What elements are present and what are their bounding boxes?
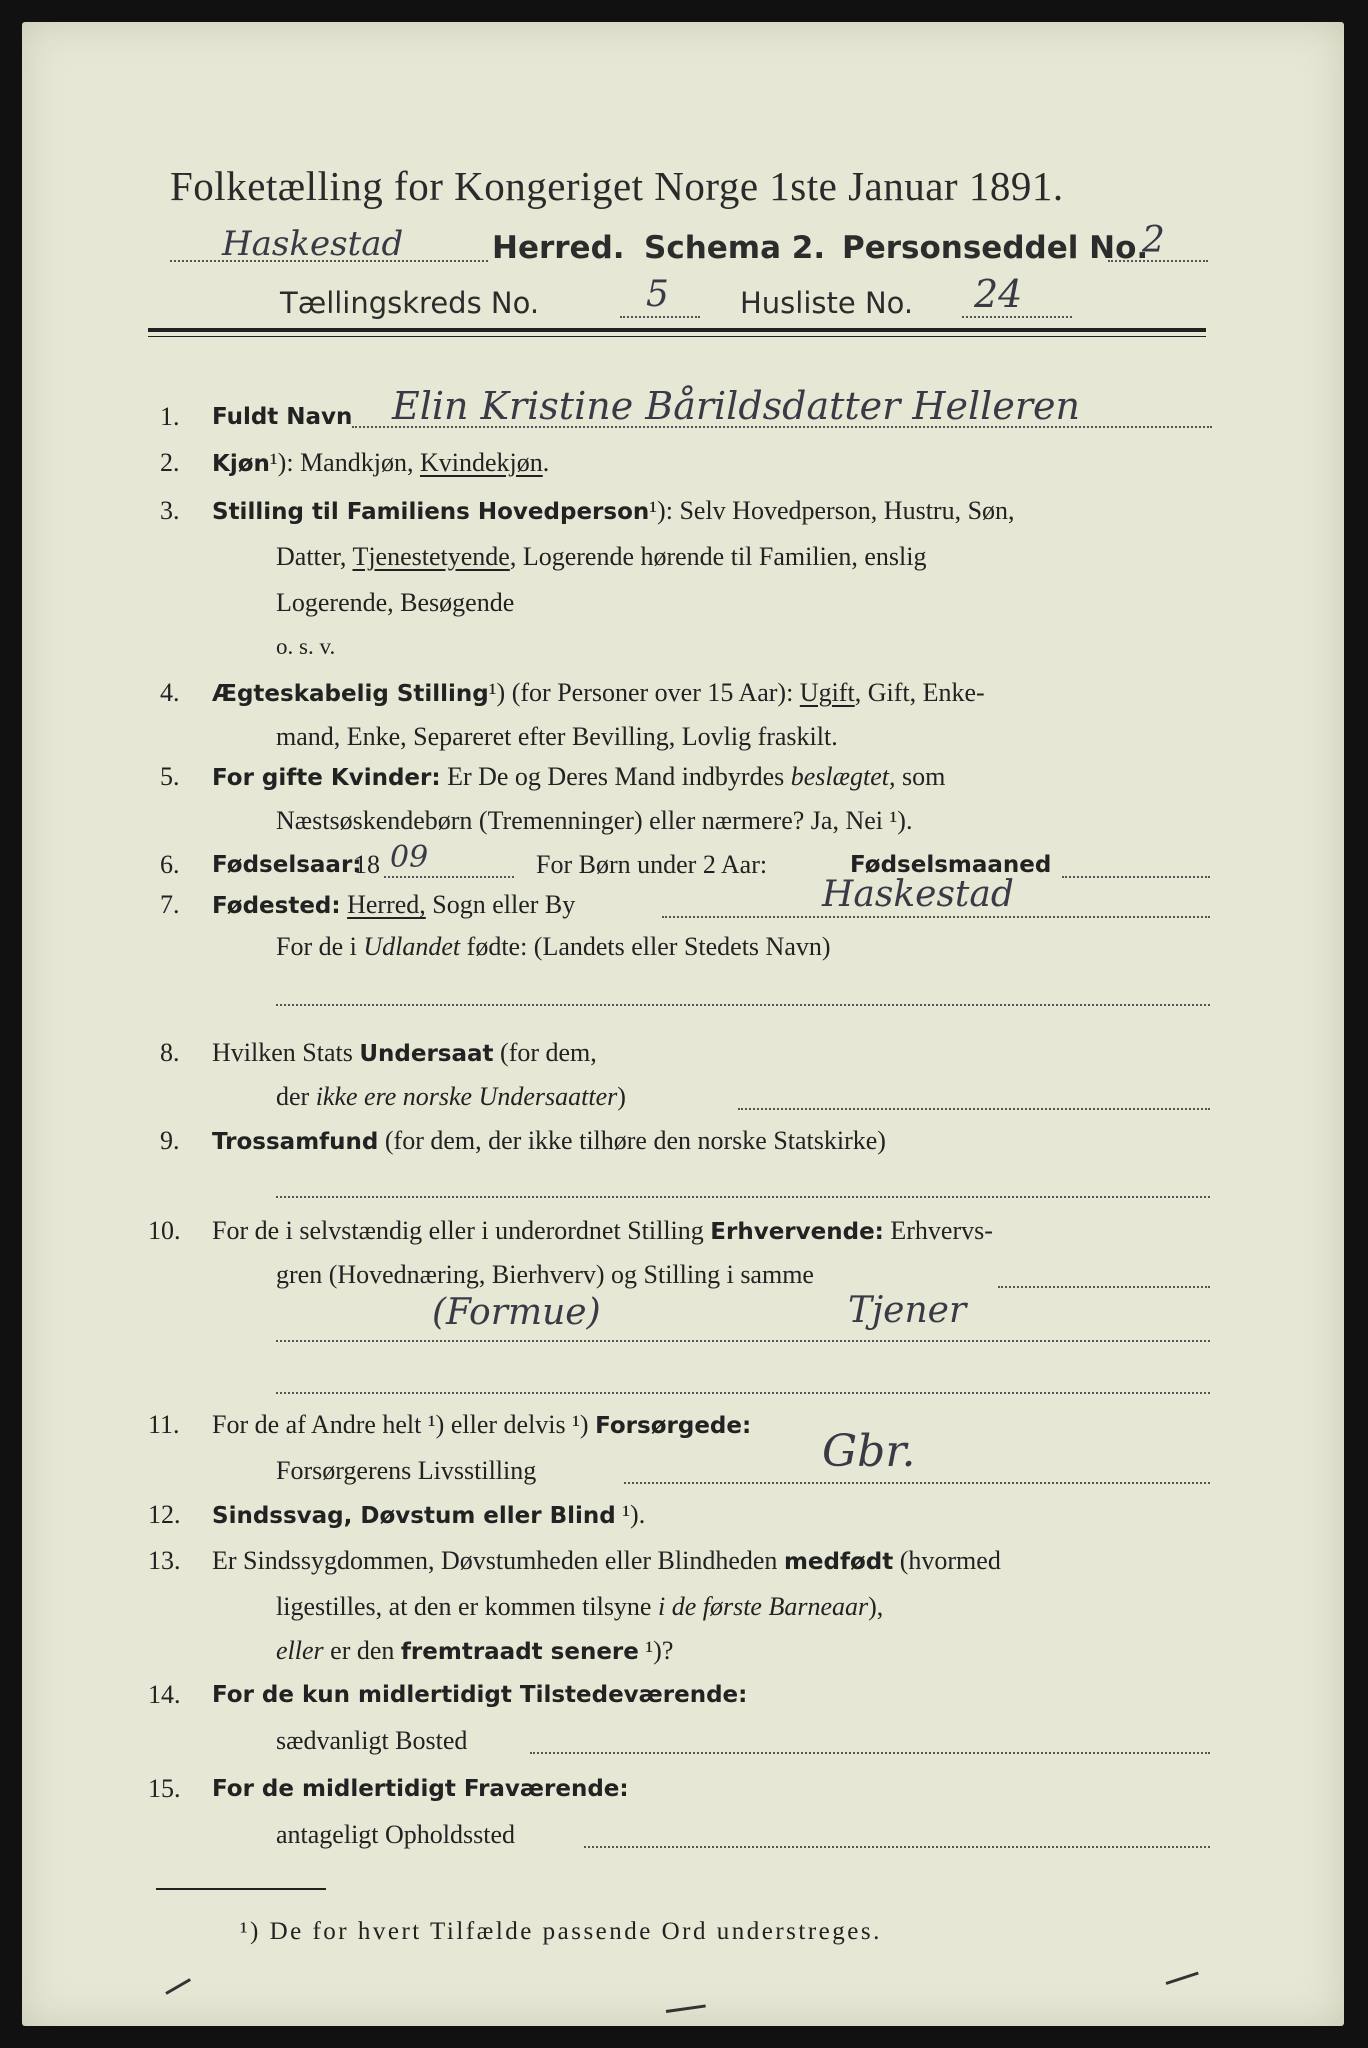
q6-label: Fødselsaar: <box>212 852 362 878</box>
q2-text <box>212 448 549 478</box>
q15-dotline <box>584 1846 1210 1848</box>
q8-line1c: (for dem, <box>493 1038 597 1067</box>
q3-line1 <box>212 496 1015 526</box>
q13-line3a: er den <box>323 1636 401 1665</box>
q15-label: For de midlertidigt Fraværende: <box>212 1776 629 1802</box>
q3-line2a: Datter, <box>276 542 353 571</box>
q13-line1c: (hvormed <box>893 1546 1001 1575</box>
q11-value: Gbr. <box>822 1426 916 1477</box>
kreds-value: 5 <box>646 274 669 315</box>
q4-line2: mand, Enke, Separeret efter Bevilling, Lovlig fraskilt. <box>276 722 838 751</box>
q5-line2: Næstsøskendebørn (Tremenninger) eller nærmere? Ja, Nei ¹). <box>276 806 913 835</box>
q14-number: 14. <box>148 1680 181 1709</box>
q11-line2: Forsørgerens Livsstilling <box>276 1456 537 1485</box>
q6-label2: Fødselsmaaned <box>850 852 1052 878</box>
q13-number: 13. <box>148 1546 181 1575</box>
q1-label: Fuldt Navn <box>212 404 353 430</box>
q12-line1 <box>212 1500 645 1530</box>
q7-number: 7. <box>160 890 180 919</box>
q3-line3: Logerende, Besøgende <box>276 588 515 617</box>
herred-value: Haskestad <box>222 224 404 264</box>
q4-line1a: ¹) (for Personer over 15 Aar): <box>488 678 800 707</box>
q6-text: For Børn under 2 Aar: <box>536 850 768 879</box>
q2-number: 2. <box>160 448 180 477</box>
herred-label: Herred. <box>492 230 625 266</box>
q12-number: 12. <box>148 1500 181 1529</box>
q10-line1a: For de i selvstændig eller i underordnet Stilling <box>212 1216 711 1245</box>
q4-label: Ægteskabelig Stilling <box>212 681 489 707</box>
q10-line2: gren (Hovednæring, Bierhverv) og Stilling i samme <box>276 1260 814 1289</box>
q8-line2a: der <box>276 1082 316 1111</box>
q10-line1c: Erhvervs- <box>883 1216 993 1245</box>
q10-extra-dotline <box>276 1392 1210 1394</box>
q10-value-b: Tjener <box>848 1290 967 1331</box>
q2-option-underlined: Kvindekjøn <box>419 448 543 477</box>
q6-month-dotline <box>1062 876 1210 878</box>
personseddel-value: 2 <box>1142 220 1165 261</box>
q11-number: 11. <box>148 1410 180 1439</box>
q5-line1b: som <box>895 762 946 791</box>
q13-line2a: ligestilles, at den er kommen tilsyne <box>276 1592 658 1621</box>
q7-option-underlined: Herred, <box>347 890 426 919</box>
q8-line2 <box>276 1082 626 1112</box>
q8-label: Undersaat <box>359 1041 494 1067</box>
husliste-dotline <box>962 316 1072 318</box>
q9-text: (for dem, der ikke tilhøre den norske Statskirke) <box>378 1126 886 1155</box>
kreds-label: Tællingskreds No. <box>280 286 540 320</box>
q10-line2-dotline <box>998 1286 1210 1288</box>
q3-option-underlined: Tjenestetyende <box>352 542 510 571</box>
q11-line1 <box>212 1410 751 1440</box>
q13-line3-italic: eller <box>276 1636 324 1665</box>
q7-dotline <box>662 916 1210 918</box>
q5-line1 <box>212 762 945 792</box>
q13-line3 <box>276 1636 673 1666</box>
q14-label: For de kun midlertidigt Tilstedeværende: <box>212 1682 748 1708</box>
q12-text: ¹). <box>615 1500 646 1529</box>
q9-number: 9. <box>160 1126 180 1155</box>
q6-year-prefix: 18 <box>354 850 380 879</box>
q7-line1 <box>212 890 575 920</box>
footnote-rule <box>156 1888 326 1890</box>
husliste-label: Husliste No. <box>740 286 914 320</box>
q1-name-value: Elin Kristine Bårildsdatter Helleren <box>392 384 1080 428</box>
q3-line2b: , Logerende hørende til Familien, enslig <box>509 542 927 571</box>
q6-year-value: 09 <box>390 840 429 875</box>
q11-dotline <box>624 1482 1210 1484</box>
q9-line1 <box>212 1126 886 1156</box>
q13-line2 <box>276 1592 883 1622</box>
q4-line1 <box>212 678 985 708</box>
q2-options-a: ¹): Mandkjøn, <box>269 448 420 477</box>
q4-number: 4. <box>160 678 180 707</box>
q11-line1a: For de af Andre helt ¹) eller delvis ¹) <box>212 1410 596 1439</box>
q10-value-dotline <box>276 1340 1210 1342</box>
q6-number: 6. <box>160 850 180 879</box>
q14-line2: sædvanligt Bosted <box>276 1726 468 1755</box>
q8-number: 8. <box>160 1038 180 1067</box>
q8-line2b: ) <box>617 1082 626 1111</box>
q5-label: For gifte Kvinder: <box>212 765 441 791</box>
q10-number: 10. <box>148 1216 181 1245</box>
q7-line2 <box>276 932 831 962</box>
q7-line2-italic: Udlandet <box>363 932 461 961</box>
q15-line2: antageligt Opholdssted <box>276 1820 516 1849</box>
q2-label: Kjøn <box>212 451 270 477</box>
q13-line1 <box>212 1546 1001 1576</box>
q13-bold: fremtraadt senere <box>400 1639 639 1665</box>
pen-mark-center <box>666 2004 706 2013</box>
q7-value: Haskestad <box>822 874 1014 915</box>
q12-label: Sindssvag, Døvstum eller Blind <box>212 1503 616 1529</box>
q13-line2b: ), <box>868 1592 884 1621</box>
q13-line1a: Er Sindssygdommen, Døvstumheden eller Blindheden <box>212 1546 784 1575</box>
q8-line2-italic: ikke ere norske Undersaatter <box>315 1082 618 1111</box>
q11-label: Forsørgede: <box>595 1413 752 1439</box>
header-rule-thick <box>148 328 1206 332</box>
header-rule-thin <box>148 336 1206 337</box>
q10-label: Erhvervende: <box>710 1219 884 1245</box>
q8-line1 <box>212 1038 597 1068</box>
q7-text: Sogn eller By <box>425 890 576 919</box>
schema-label: Schema 2. <box>644 230 826 266</box>
q13-line2-italic: i de første Barneaar <box>657 1592 869 1621</box>
q3-line4: o. s. v. <box>276 634 336 659</box>
q3-number: 3. <box>160 496 180 525</box>
q3-line1-text: ¹): Selv Hovedperson, Hustru, Søn, <box>649 496 1015 525</box>
q4-line1b: , Gift, Enke- <box>854 678 985 707</box>
q5-line1a: Er De og Deres Mand indbyrdes <box>447 762 791 791</box>
q6-year-dotline <box>384 876 514 878</box>
q5-line1-italic: beslægtet, <box>790 762 896 791</box>
q7-label: Fødested: <box>212 893 341 919</box>
q3-line2 <box>276 542 926 572</box>
form-title: Folketælling for Kongeriget Norge 1ste Januar 1891. <box>170 163 1064 209</box>
q13-line3c: ¹)? <box>638 1636 674 1665</box>
q10-line1 <box>212 1216 993 1246</box>
q15-number: 15. <box>148 1774 181 1803</box>
footnote: ¹) De for hvert Tilfælde passende Ord understreges. <box>240 1918 882 1945</box>
pen-mark-left <box>165 1978 191 1995</box>
q8-line1a: Hvilken Stats <box>212 1038 360 1067</box>
q7-line2b: fødte: (Landets eller Stedets Navn) <box>460 932 831 961</box>
q9-dotline <box>276 1196 1210 1198</box>
q7-foreign-dotline <box>276 1004 1210 1006</box>
q3-label: Stilling til Familiens Hovedperson <box>212 499 650 525</box>
q14-dotline <box>530 1752 1210 1754</box>
q10-value-a: (Formue) <box>432 1292 601 1333</box>
q8-dotline <box>738 1108 1210 1110</box>
husliste-value: 24 <box>974 272 1023 316</box>
q1-number: 1. <box>160 402 180 431</box>
census-form-sheet <box>22 22 1344 2026</box>
personseddel-label: Personseddel No. <box>842 230 1149 266</box>
kreds-dotline <box>620 316 700 318</box>
q4-option-underlined: Ugift <box>799 678 855 707</box>
pen-mark-right <box>1166 1972 1199 1985</box>
q13-label: medfødt <box>783 1549 894 1575</box>
q9-label: Trossamfund <box>212 1129 379 1155</box>
q2-options-b: . <box>542 448 550 477</box>
q5-number: 5. <box>160 762 180 791</box>
q7-line2a: For de i <box>276 932 364 961</box>
